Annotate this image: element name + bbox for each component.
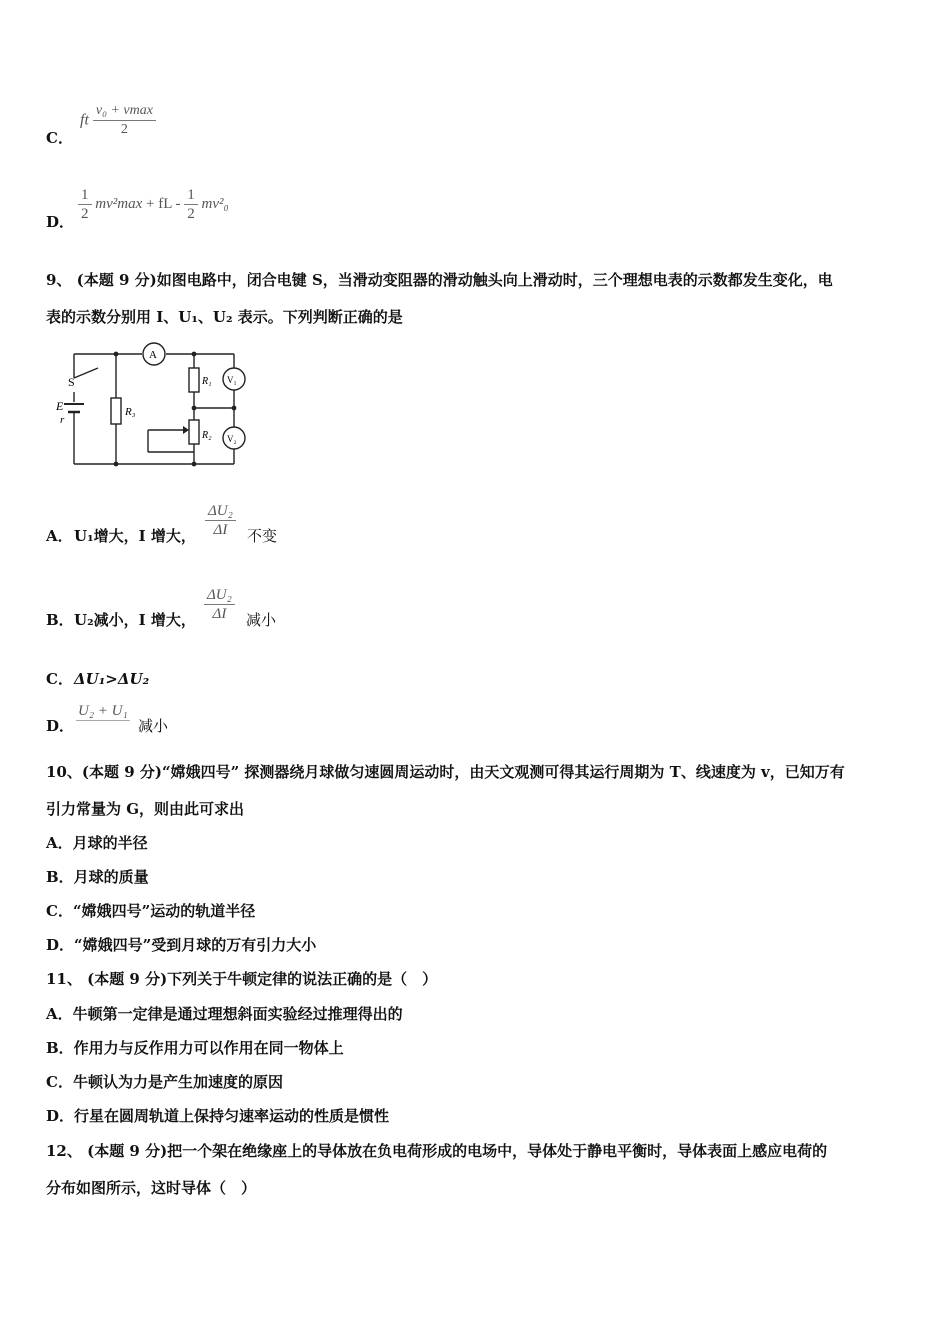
q11-stem: 11、 (本题 9 分)下列关于牛顿定律的说法正确的是（ ） <box>46 970 438 988</box>
q9-option-a-text: U₁增大，I 增大， <box>74 527 196 545</box>
q9-option-b-tail: 减小 <box>246 611 277 629</box>
q9-stem-line1: 9、 (本题 9 分)如图电路中，闭合电键 S，当滑动变阻器的滑动触头向上滑动时，三个理想电表的示数都发生变化，电 <box>46 271 833 289</box>
delta-fraction <box>204 586 235 623</box>
prev-option-c-label: C． <box>46 129 73 147</box>
q11-option-b: B．作用力与反作用力可以作用在同一物体上 <box>46 1039 344 1057</box>
denominator: 2 <box>187 206 195 222</box>
denominator: ΔI <box>213 522 228 538</box>
prev-option-d-formula <box>78 186 229 223</box>
q12-stem-line1: 12、 (本题 9 分)把一个架在绝缘座上的导体放在负电荷形成的电场中，导体处于静电平衡时，导体表面上感应电荷的 <box>46 1142 828 1160</box>
q12-stem-line2: 分布如图所示，这时导体（ ） <box>46 1179 257 1197</box>
emf-label: E <box>56 399 64 413</box>
q9-option-d-tail: 减小 <box>138 717 169 735</box>
q9-option-a-tail: 不变 <box>247 527 278 545</box>
q9-circuit-diagram <box>52 340 252 470</box>
denominator: 2 <box>120 122 128 137</box>
q10-stem-line2: 引力常量为 G，则由此可求出 <box>46 800 245 818</box>
q9-stem-line2: 表的示数分别用 I、U₁、U₂ 表示。下列判断正确的是 <box>46 308 403 326</box>
v2-label: V₂ <box>227 434 237 444</box>
numerator: 1 <box>184 186 198 205</box>
r1-label: R₁ <box>202 376 212 387</box>
q9-option-a-label: A． <box>46 527 73 545</box>
mv0-term: mv²₀ <box>201 196 229 212</box>
q9-option-d-label: D． <box>46 717 75 735</box>
fraction <box>93 102 156 139</box>
v1-label: V₁ <box>227 375 237 385</box>
q10-option-d: D．“嫦娥四号”受到月球的万有引力大小 <box>46 936 317 954</box>
mv-max-term: mv²max <box>95 196 143 212</box>
middle-term: + fL - <box>145 196 181 212</box>
denominator: ΔI <box>212 606 227 622</box>
q9-option-c-label: C． <box>46 670 73 688</box>
numerator: ΔU₂ <box>205 502 236 521</box>
ammeter-label: A <box>149 349 157 361</box>
internal-resistance-label: r <box>60 414 65 426</box>
half-fraction <box>78 186 92 223</box>
q9-option-d-expression: U₂ + U₁ <box>78 703 128 719</box>
q10-option-c: C．“嫦娥四号”运动的轨道半径 <box>46 902 256 920</box>
r2-label: R₂ <box>202 430 212 441</box>
q9-option-a-fraction <box>205 502 236 539</box>
prev-option-d-label: D． <box>46 213 75 231</box>
delta-fraction <box>205 502 236 539</box>
q10-stem-line1: 10、(本题 9 分)“嫦娥四号” 探测器绕月球做匀速圆周运动时，由天文观测可得其运行周期为 T、线速度为 v，已知万有 <box>46 763 845 781</box>
q10-option-a: A．月球的半径 <box>46 834 148 852</box>
q11-option-d: D．行星在圆周轨道上保持匀速率运动的性质是惯性 <box>46 1107 390 1125</box>
prev-option-c-formula <box>80 102 156 139</box>
numerator: 1 <box>78 186 92 205</box>
numerator: v₀ + vmax <box>93 102 156 121</box>
q9-option-b-label: B． <box>46 611 74 629</box>
half-fraction-2 <box>184 186 198 223</box>
q11-option-c: C．牛顿认为力是产生加速度的原因 <box>46 1073 283 1091</box>
ft-term: ft <box>80 111 89 129</box>
r3-label: R₃ <box>125 406 136 418</box>
switch-label: S <box>68 375 75 389</box>
q11-option-a: A．牛顿第一定律是通过理想斜面实验经过推理得出的 <box>46 1005 403 1023</box>
q10-option-b: B．月球的质量 <box>46 868 149 886</box>
q9-option-c-text: ΔU₁>ΔU₂ <box>74 670 150 688</box>
denominator: 2 <box>81 206 89 222</box>
q9-option-b-fraction <box>204 586 235 623</box>
q9-option-b-text: U₂减小，I 增大， <box>74 611 196 629</box>
numerator: ΔU₂ <box>204 586 235 605</box>
